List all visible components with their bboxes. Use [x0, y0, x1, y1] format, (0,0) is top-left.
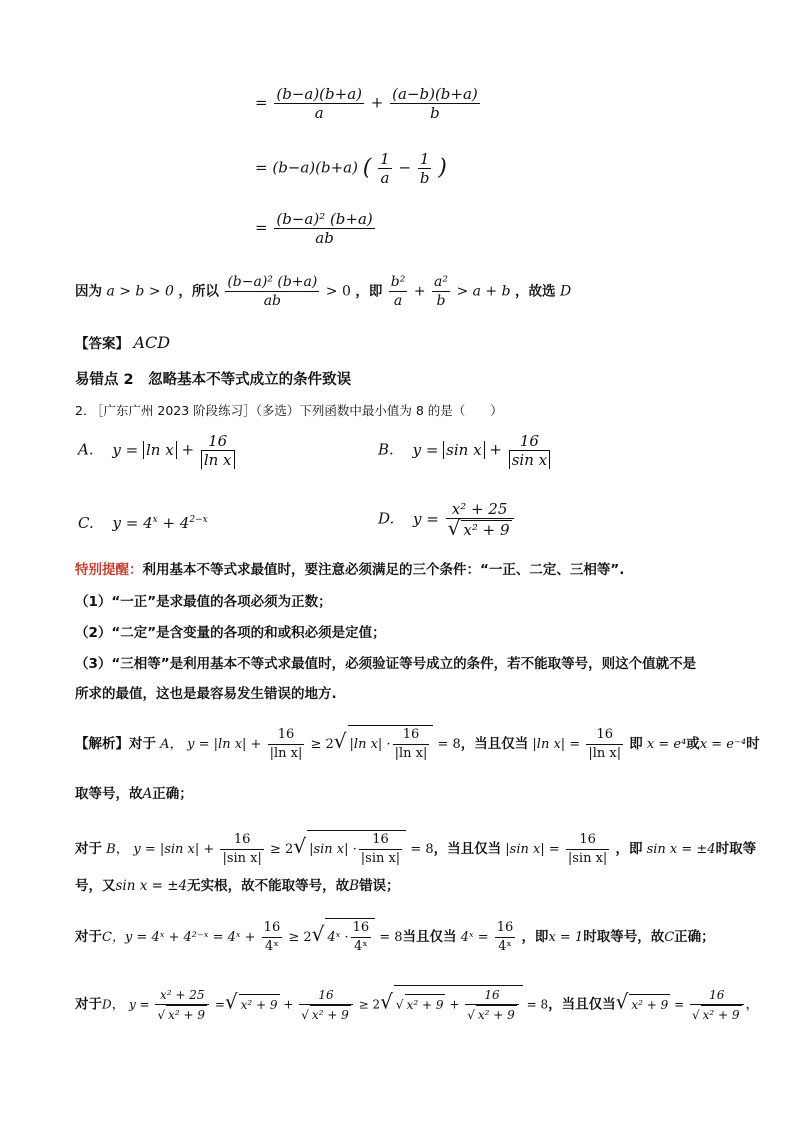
option-label: C. [78, 514, 94, 532]
option-a [78, 432, 237, 469]
question-stem: 2. ［广东广州 2023 阶段练习］（多选）下列函数中最小值为 8 的是（ ） [75, 403, 503, 418]
left-paren: ( [362, 155, 372, 181]
sqrt-icon: √ [447, 516, 461, 540]
derivation-line-1 [255, 85, 482, 122]
radical [394, 985, 523, 1024]
fraction [359, 831, 402, 868]
expr-lhs: y = [128, 997, 150, 1012]
fraction [432, 273, 450, 310]
absolute-value: ln x [143, 441, 177, 459]
analysis-b-end [75, 876, 400, 896]
text: ， [115, 841, 130, 857]
option-label: D. [378, 509, 395, 528]
exponent: x [152, 515, 158, 525]
text: ， [169, 736, 184, 752]
option-var: B [349, 878, 360, 894]
fraction [274, 85, 364, 122]
denominator: b [430, 104, 440, 122]
inequality: ≥ 2 [270, 842, 294, 857]
result: = 8 [410, 842, 434, 857]
reminder-line [75, 560, 624, 580]
choice-letter: D [559, 283, 572, 300]
radicand: |ln x| · [349, 737, 391, 752]
inequality: ≥ 2 [288, 930, 312, 945]
fraction [446, 500, 514, 539]
text: 无实根，故不能取等号，故 [187, 878, 350, 894]
right-paren: ) [438, 155, 447, 181]
radicand: x² + 9 [476, 1005, 517, 1024]
fraction [690, 986, 744, 1024]
minus-sign: − [398, 158, 412, 177]
text: 即 [629, 736, 643, 752]
text: 取等号，故 [75, 786, 143, 802]
fraction [201, 432, 235, 469]
text: ，即 [615, 841, 643, 857]
text: ，当且仅当 [548, 996, 616, 1013]
result: = 8 [526, 997, 549, 1012]
numerator: a² [434, 274, 448, 290]
analysis-d [75, 985, 759, 1024]
solution: x = e⁴ [646, 737, 687, 752]
denominator: ab [315, 229, 334, 247]
equals-sign: = [255, 218, 268, 237]
absolute-value: sin x [443, 441, 484, 459]
solution: x = 1 [548, 930, 584, 945]
plus-sign: + [181, 440, 195, 459]
fraction [393, 726, 430, 763]
text: 正确； [152, 786, 193, 802]
denominator: b [436, 293, 446, 309]
fraction [418, 150, 432, 187]
numerator: (b−a)² (b+a) [276, 210, 373, 228]
text: 对于 [75, 996, 102, 1013]
numerator: 16 [351, 919, 372, 938]
expr-lhs: y = [413, 509, 439, 528]
option-label: A. [78, 440, 94, 459]
radical [325, 918, 375, 956]
text: ， [745, 996, 760, 1013]
denominator: 4ˣ [265, 939, 279, 954]
denominator: ab [263, 293, 281, 309]
numerator: 16 [262, 919, 283, 938]
radical [348, 725, 434, 763]
denominator: a [393, 293, 403, 309]
option-d [378, 500, 516, 539]
sqrt-icon: √ [333, 729, 347, 753]
text: 对于 [75, 841, 102, 857]
denominator: a [380, 169, 390, 187]
sqrt-icon: √ [224, 989, 238, 1014]
numerator: 16 [586, 726, 623, 745]
reminder-item-3b: 所求的最值，这也是最容易发生错误的地方. [75, 686, 337, 702]
reminder-item-2: （2）“二定”是含变量的各项的和或积必须是定值； [75, 625, 386, 641]
solution: sin x = ±4 [646, 842, 716, 857]
option-var: D [102, 997, 112, 1012]
answer-line [75, 333, 170, 354]
denominator: 4ˣ [353, 939, 368, 954]
inequality: ≥ 2 [358, 997, 381, 1012]
expr: y = |ln x| + [187, 737, 262, 752]
numerator: 16 [690, 986, 744, 1005]
numerator: 16 [268, 726, 305, 745]
derivation-line-2 [255, 150, 447, 187]
sqrt-icon: √ [615, 989, 629, 1014]
denominator [155, 1005, 209, 1024]
radicand: x² + 9 [463, 521, 510, 539]
text: 正确； [674, 929, 715, 945]
plus-sign: + [283, 997, 294, 1012]
fraction [274, 210, 374, 247]
fraction [566, 831, 609, 868]
sqrt-icon: √ [691, 1008, 700, 1022]
denominator: |sin x| [222, 851, 262, 866]
denominator [690, 1005, 744, 1024]
conclusion-line [75, 273, 571, 310]
option-var: A [160, 737, 170, 752]
result: = 8 [437, 737, 461, 752]
fraction [495, 919, 516, 956]
numerator: 1 [380, 150, 390, 168]
analysis-b [75, 830, 756, 868]
numerator: 16 [465, 986, 519, 1005]
section-title: 易错点 2 忽略基本不等式成立的条件致误 [75, 372, 352, 388]
denominator: |sin x| [360, 851, 401, 866]
radicand: x² + 9 [239, 994, 280, 1015]
text: 或 [686, 736, 700, 752]
denominator [446, 516, 514, 540]
radicand: x² + 9 [310, 1005, 351, 1024]
numerator: x² + 25 [155, 986, 209, 1005]
fraction [299, 986, 353, 1024]
equation: sin x = ±4 [115, 878, 188, 894]
denominator: b [419, 169, 430, 187]
answer-value: ACD [133, 333, 171, 352]
equals-sign: = [674, 997, 685, 1012]
text: 当且仅当 [402, 929, 457, 945]
inequality: ≥ 2 [310, 737, 334, 752]
radicand: x² + 9 [166, 1005, 207, 1024]
text: ，即 [521, 929, 549, 945]
sqrt-icon: √ [395, 997, 404, 1012]
text: ，即 [355, 283, 383, 300]
numerator: (b−a)² (b+a) [227, 274, 318, 290]
fraction [378, 150, 392, 187]
fraction [389, 273, 408, 310]
text: 对于 [75, 929, 102, 945]
text: 时 [746, 736, 760, 752]
radicand: x² + 9 [405, 994, 446, 1015]
fraction [465, 986, 519, 1024]
fraction [509, 432, 550, 469]
text: 因为 [75, 283, 102, 300]
expr-lhs: y = [412, 440, 439, 459]
denominator: |ln x| [588, 746, 622, 761]
option-var: C [102, 930, 112, 945]
text: ，当且仅当 [433, 841, 502, 857]
text: ，故选 [515, 283, 556, 300]
numerator: 16 [359, 831, 402, 850]
condition: 4ˣ = [460, 930, 489, 945]
option-var: C [664, 930, 675, 945]
expr-lhs: y = [112, 440, 139, 459]
text: ，所以 [178, 283, 219, 300]
numerator: 16 [393, 726, 430, 745]
analysis-label: 【解析】 [75, 736, 129, 752]
numerator: (a−b)(b+a) [392, 85, 478, 103]
analysis-a-end [75, 784, 193, 804]
text: ， [111, 996, 126, 1013]
option-var: B [106, 842, 116, 857]
text: ，当且仅当 [460, 736, 529, 752]
denominator: 4ˣ [498, 939, 512, 954]
condition: |sin x| = [505, 842, 560, 857]
sqrt-icon: √ [293, 834, 307, 858]
exponent: 2−x [189, 515, 208, 525]
denominator: |ln x| [269, 746, 303, 761]
fraction [390, 85, 480, 122]
fraction [225, 273, 319, 310]
fraction [220, 831, 263, 868]
numerator: 16 [566, 831, 609, 850]
option-var: A [142, 786, 153, 802]
fraction [351, 919, 372, 956]
radicand: x² + 9 [629, 994, 670, 1015]
expr: ，y = 4ˣ + 4²⁻ˣ = 4ˣ + [111, 930, 256, 945]
denominator: |sin x| [567, 851, 608, 866]
option-label: B. [378, 440, 394, 459]
numerator: x² + 25 [446, 500, 514, 519]
expr: y = |sin x| + [133, 842, 215, 857]
plus-sign: + [413, 283, 426, 300]
equals-sign: = [255, 93, 268, 112]
expr: y = 4 [112, 514, 153, 532]
numerator: 16 [509, 432, 550, 451]
plus-sign: + [489, 440, 502, 459]
result: = 8 [379, 930, 403, 945]
sqrt-icon: √ [157, 1008, 166, 1022]
plus-sign: + [370, 93, 384, 112]
fraction [155, 986, 209, 1024]
numerator: (b−a)(b+a) [276, 85, 362, 103]
radical [307, 830, 406, 868]
option-c [78, 510, 208, 533]
inequality: a > b > 0 [106, 283, 174, 300]
numerator: 1 [418, 150, 432, 169]
reminder-label: 特别提醒： [75, 562, 143, 578]
text: 对于 [129, 736, 156, 752]
numerator: b² [390, 274, 406, 290]
equals-sign: = [214, 997, 225, 1012]
text: 时取等 [715, 841, 757, 857]
radicand: x² + 9 [701, 1005, 742, 1024]
derivation-line-3 [255, 210, 377, 247]
denominator: a [314, 104, 324, 122]
text: 时取等号，故 [583, 929, 665, 945]
reminder-item-3a: （3）“三相等”是利用基本不等式求最值时，必须验证等号成立的条件，若不能取等号，则这个值就不是 [75, 656, 697, 672]
numerator: 16 [495, 919, 516, 938]
reminder-item-1: （1）“一正”是求最值的各项必须为正数； [75, 594, 332, 610]
text: 错误； [359, 878, 400, 894]
sqrt-icon: √ [311, 922, 325, 946]
denominator: ln x [201, 451, 235, 469]
denominator [299, 1005, 353, 1024]
text: 号，又 [75, 878, 116, 894]
denominator: sin x [509, 451, 550, 469]
fraction [268, 726, 305, 763]
radicand: |sin x| · [309, 842, 357, 857]
option-b [378, 432, 552, 469]
sqrt-icon: √ [380, 989, 393, 1014]
plus-sign: + [449, 997, 460, 1012]
fraction [262, 919, 283, 956]
inequality: > 0 [325, 283, 351, 300]
radicand: 4ˣ · [327, 930, 349, 945]
numerator: 16 [201, 432, 235, 451]
numerator: 16 [220, 831, 263, 850]
denominator: |ln x| [394, 746, 428, 761]
condition: |ln x| = [532, 737, 581, 752]
product-expression: = (b−a)(b+a) [255, 158, 358, 177]
expr: + 4 [157, 514, 190, 532]
analysis-c [75, 918, 715, 956]
reminder-text: 利用基本不等式求最值时，要注意必须满足的三个条件：“一正、二定、三相等”. [142, 562, 625, 578]
inequality: > a + b [456, 283, 511, 300]
sqrt-icon: √ [301, 1008, 309, 1022]
analysis-a [75, 725, 760, 763]
numerator: 16 [299, 986, 353, 1005]
fraction [586, 726, 623, 763]
sqrt-icon: √ [467, 1008, 475, 1022]
answer-label: 【答案】 [75, 336, 129, 352]
solution: x = e⁻⁴ [699, 737, 747, 752]
denominator [465, 1005, 519, 1024]
